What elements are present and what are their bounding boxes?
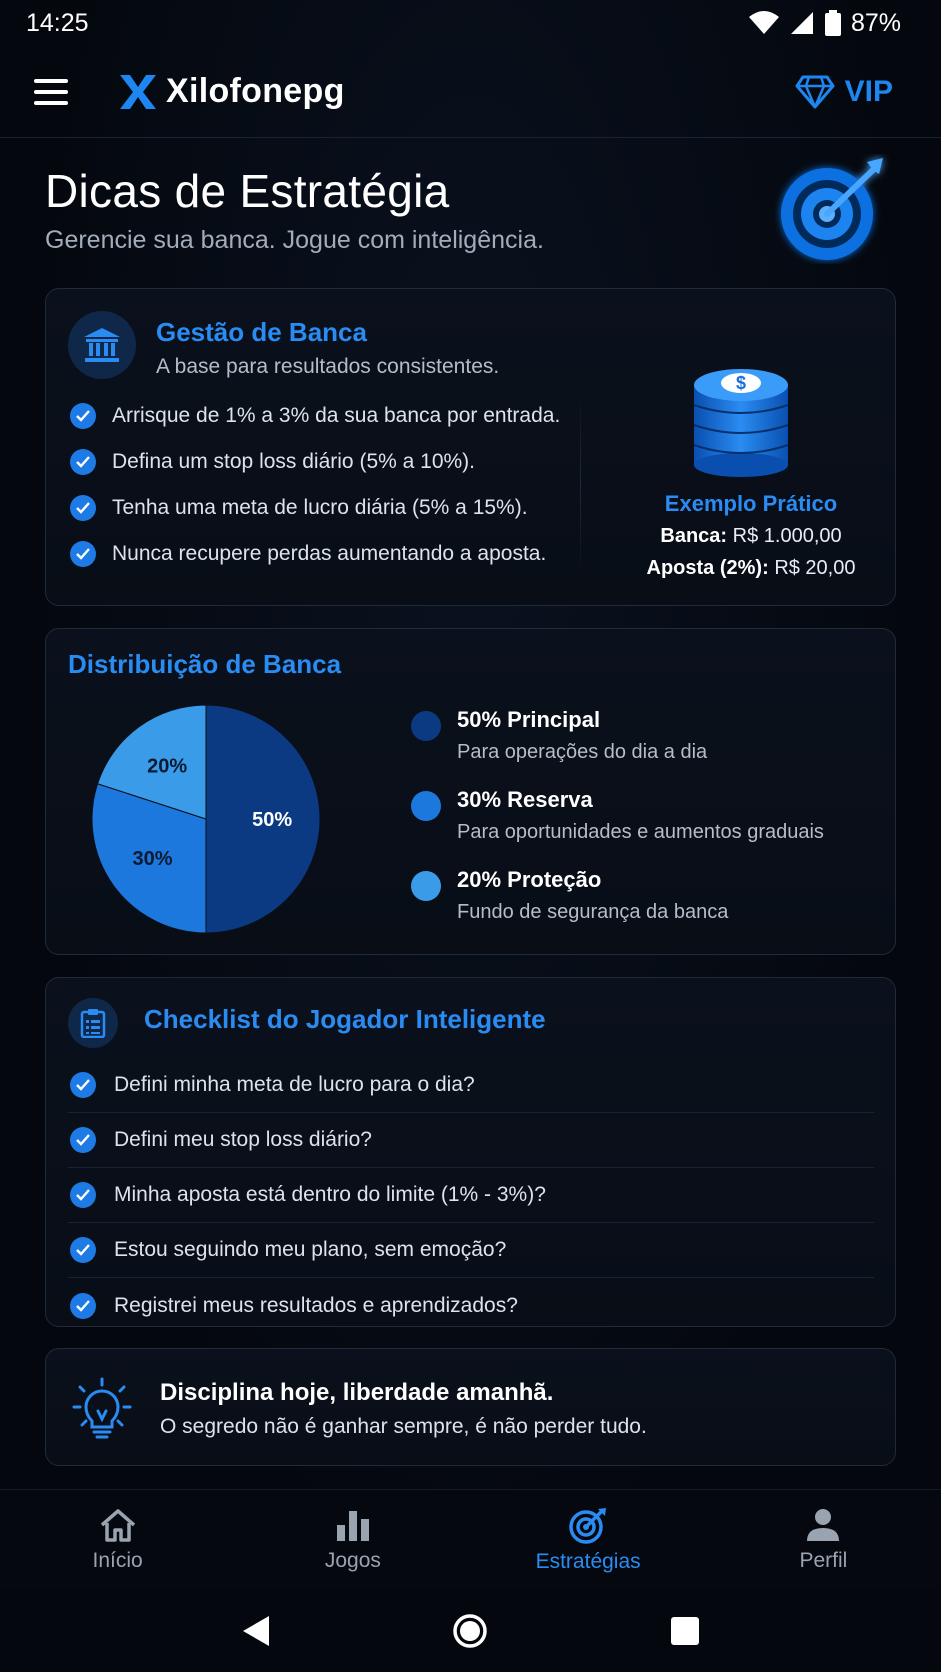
tip-title: Disciplina hoje, liberdade amanhã. (160, 1379, 554, 1406)
svg-text:$: $ (735, 373, 747, 393)
legend-item (411, 787, 824, 867)
check-circle-icon (70, 1182, 96, 1208)
tip-subtitle: O segredo não é ganhar sempre, é não perder tudo. (160, 1415, 647, 1438)
vip-label: VIP (844, 74, 893, 108)
example-bet-value: R$ 20,00 (774, 557, 856, 579)
checklist-item[interactable] (68, 1223, 874, 1278)
tip-text: Nunca recupere perdas aumentando a aposta. (112, 542, 547, 565)
example-bet-label: Aposta (2%): (646, 557, 769, 579)
home-icon (98, 1507, 138, 1543)
menu-icon-bar (34, 79, 68, 83)
check-circle-icon (70, 495, 96, 521)
pie-slice-label-0: 50% (252, 809, 293, 831)
check-circle-icon (70, 449, 96, 475)
list-item (70, 439, 560, 485)
checklist-text: Estou seguindo meu plano, sem emoção? (114, 1238, 507, 1261)
legend-color-dot (411, 711, 441, 741)
checklist-item[interactable] (68, 1278, 874, 1333)
nav-label: Início (92, 1548, 143, 1572)
distribution-pie-chart (86, 699, 326, 939)
page-subtitle: Gerencie sua banca. Jogue com inteligência. (45, 226, 544, 254)
checklist-item[interactable] (68, 1113, 874, 1168)
hero-section (45, 164, 895, 264)
clipboard-icon (80, 1008, 106, 1038)
nav-item-inicio[interactable] (18, 1507, 218, 1573)
recents-icon[interactable] (670, 1616, 700, 1646)
example-bank-label: Banca: (660, 525, 728, 547)
page-title: Dicas de Estratégia (45, 165, 450, 217)
bank-icon (83, 327, 121, 363)
list-item (70, 485, 560, 531)
legend-color-dot (411, 871, 441, 901)
check-circle-icon (70, 1293, 96, 1319)
battery-percent: 87% (850, 8, 901, 37)
vip-button[interactable] (795, 75, 893, 109)
cell-signal-icon (789, 11, 815, 35)
legend-label: 20% Proteção (457, 867, 602, 892)
check-circle-icon (70, 403, 96, 429)
menu-icon-bar (34, 90, 68, 94)
system-navigation-bar (0, 1590, 941, 1672)
checklist-title: Checklist do Jogador Inteligente (144, 1004, 546, 1034)
lightbulb-icon (72, 1377, 132, 1441)
example-bank-line (606, 525, 896, 548)
list-item (70, 531, 560, 577)
check-circle-icon (70, 541, 96, 567)
person-icon (805, 1507, 841, 1543)
battery-icon (825, 10, 841, 36)
status-time: 14:25 (26, 8, 89, 37)
home-circle-icon[interactable] (452, 1613, 488, 1649)
legend-color-dot (411, 791, 441, 821)
nav-item-estrategias[interactable] (488, 1506, 688, 1574)
bar-chart-icon (335, 1507, 371, 1543)
motivation-card (45, 1348, 896, 1466)
bank-subtitle: A base para resultados consistentes. (156, 355, 500, 378)
nav-label: Estratégias (535, 1549, 641, 1573)
distribution-title: Distribuição de Banca (68, 649, 342, 679)
legend-description: Para oportunidades e aumentos graduais (457, 821, 824, 843)
example-bet-line (606, 557, 896, 580)
status-icons (749, 9, 901, 38)
back-icon[interactable] (241, 1614, 271, 1648)
bank-tips-list (70, 393, 560, 577)
legend-description: Para operações do dia a dia (457, 741, 708, 763)
checklist-text: Defini meu stop loss diário? (114, 1128, 372, 1151)
clipboard-icon-badge (68, 998, 118, 1048)
status-bar (0, 0, 941, 46)
diamond-icon (795, 75, 835, 109)
example-bank-value: R$ 1.000,00 (732, 525, 842, 547)
checklist-item[interactable] (68, 1058, 874, 1113)
check-circle-icon (70, 1237, 96, 1263)
legend-item (411, 867, 824, 947)
legend-item (411, 707, 824, 787)
distribution-card (45, 628, 896, 955)
x-logo-icon (118, 73, 158, 111)
pie-slice-label-2: 20% (147, 755, 188, 778)
tip-text: Tenha uma meta de lucro diária (5% a 15%). (112, 496, 528, 519)
bank-management-card (45, 288, 896, 606)
checklist-text: Minha aposta está dentro do limite (1% - 3%)? (114, 1183, 546, 1206)
tip-text: Defina um stop loss diário (5% a 10%). (112, 450, 475, 473)
coin-stack-icon (686, 357, 796, 477)
divider (580, 389, 581, 579)
bank-icon-badge (68, 311, 136, 379)
legend-label: 50% Principal (457, 707, 601, 732)
legend-description: Fundo de segurança da banca (457, 901, 729, 923)
wifi-icon (749, 11, 779, 35)
menu-button[interactable] (34, 72, 74, 112)
nav-label: Perfil (799, 1548, 848, 1572)
legend-label: 30% Reserva (457, 787, 593, 812)
nav-item-jogos[interactable] (253, 1507, 453, 1573)
nav-label: Jogos (324, 1548, 381, 1572)
nav-item-perfil[interactable] (723, 1507, 923, 1573)
checklist-text: Defini minha meta de lucro para o dia? (114, 1073, 475, 1096)
app-name: Xilofonepg (166, 72, 345, 110)
target-icon (568, 1506, 608, 1544)
checklist-item[interactable] (68, 1168, 874, 1223)
checklist-text: Registrei meus resultados e aprendizados? (114, 1293, 518, 1317)
distribution-legend (411, 707, 824, 947)
menu-icon-bar (34, 101, 68, 105)
check-circle-icon (70, 1127, 96, 1153)
app-header (0, 46, 941, 138)
app-logo[interactable] (118, 72, 345, 111)
checklist-list (68, 1058, 874, 1333)
check-circle-icon (70, 1072, 96, 1098)
checklist-card (45, 977, 896, 1327)
bottom-navigation (0, 1489, 941, 1589)
tip-text: Arrisque de 1% a 3% da sua banca por entrada. (112, 404, 561, 427)
target-icon (775, 154, 895, 264)
list-item (70, 393, 560, 439)
pie-slice-label-1: 30% (132, 847, 173, 870)
example-title: Exemplo Prático (664, 491, 838, 516)
bank-title: Gestão de Banca (156, 317, 367, 347)
